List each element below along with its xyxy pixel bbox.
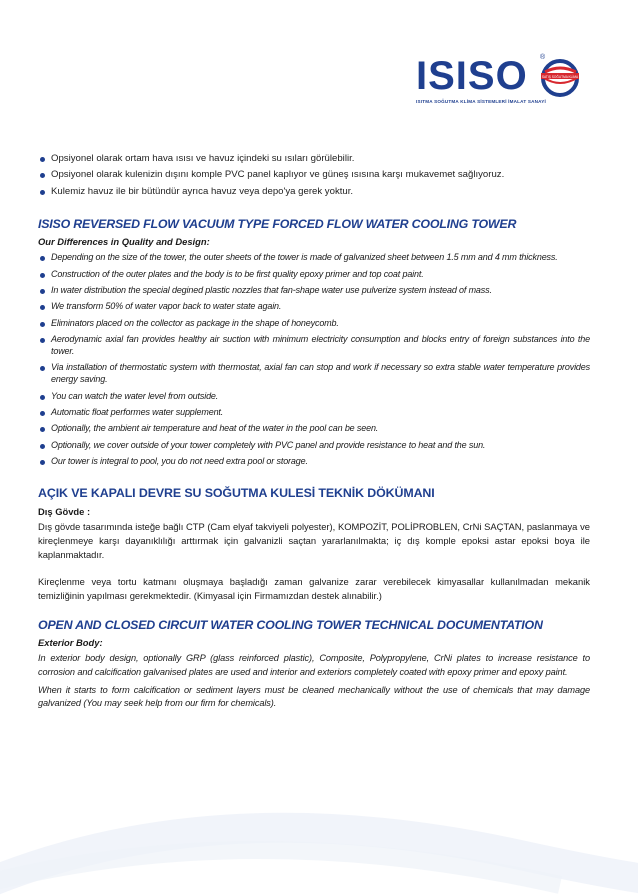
decorative-wave-graphic xyxy=(0,685,638,895)
feature-bullet: Construction of the outer plates and the body is to be first quality epoxy primer and top coat paint. xyxy=(38,269,590,281)
feature-bullet: In water distribution the special degined plastic nozzles that fan-shape water use pulverize system instead of mass. xyxy=(38,285,590,297)
section-subtitle-dis-govde: Dış Gövde : xyxy=(38,506,91,518)
section-subtitle-exterior-body: Exterior Body: xyxy=(38,637,103,649)
feature-bullet: Eliminators placed on the collector as package in the shape of honeycomb. xyxy=(38,318,590,330)
intro-bullet: Kulemiz havuz ile bir bütündür ayrıca havuz veya depo'ya gerek yoktur. xyxy=(38,185,590,200)
intro-bullet-list xyxy=(38,152,590,199)
feature-bullet: Aerodynamic axial fan provides healthy air suction with minimum electricity consumption and blocks entry of foreign substances into the tower. xyxy=(38,334,590,358)
feature-bullet: Via installation of thermostatic system with thermostat, axial fan can stop and work if necessary so extra stable water temperature provides energy saving. xyxy=(38,362,590,386)
registered-mark: ® xyxy=(540,54,546,61)
intro-bullet: Opsiyonel olarak ortam hava ısısı ve havuz içindeki su ısıları görülebilir. xyxy=(38,152,590,167)
feature-bullet: Optionally, we cover outside of your tower completely with PVC panel and provide resistance to heat and the sun. xyxy=(38,440,590,452)
paragraph-kirecelenme: Kireçlenme veya tortu katmanı oluşmaya başladığı zaman galvanize zarar verebilecek kimyasallar kullanılmadan mekanik temizliğinin yapılması gerekmektedir. (Kimyasal için Firmamızdan destek alınabilir.) xyxy=(38,576,590,602)
feature-bullet: Our tower is integral to pool, you do not need extra pool or storage. xyxy=(38,456,590,468)
feature-bullet: Depending on the size of the tower, the outer sheets of the tower is made of galvanized sheet between 1.5 mm and 4 mm thickness. xyxy=(38,252,590,264)
logo-tagline: ISITMA SOĞUTMA KLİMA SİSTEMLERİ İMALAT SANAYİ xyxy=(416,99,546,104)
section-title-open-closed: OPEN AND CLOSED CIRCUIT WATER COOLING TOWER TECHNICAL DOCUMENTATION xyxy=(38,618,543,633)
section-title-turkish-doc: AÇIK VE KAPALI DEVRE SU SOĞUTMA KULESİ TEKNİK DÖKÜMANI xyxy=(38,486,435,501)
paragraph-exterior-body: In exterior body design, optionally GRP (glass reinforced plastic), Composite, Polypropylene, CrNi plates to increase resistance to corrosion and calcification galvanised plates are used and interior and exteriors completely coated with epoxy primer and epoxy paint. xyxy=(38,653,590,678)
section-subtitle-differences: Our Differences in Quality and Design: xyxy=(38,236,210,248)
paragraph-dis-govde: Dış gövde tasarımında isteğe bağlı CTP (Cam elyaf takviyeli polyester), KOMPOZİT, POLİPROBLEN, CrNi SAÇTAN, paslanmaya ve kireçlenmeye karşı dayanıklılığı arttırmak için galvanizli saçtan yararlanılmakta; iç dış komple epoksi astar epoksi boya ile kaplanmaktadır. xyxy=(38,521,590,561)
globe-text: SATIŞ SOĞUTMA KLİMA xyxy=(541,74,579,79)
globe-logo-icon xyxy=(539,58,581,98)
feature-bullet: You can watch the water level from outside. xyxy=(38,391,590,403)
feature-bullet: Automatic float performes water supplement. xyxy=(38,407,590,419)
logo-wordmark: ISISO xyxy=(416,54,528,98)
intro-bullet: Opsiyonel olarak kulenizin dışını komple PVC panel kaplıyor ve güneş ısısına karşı mukavemet sağlıyoruz. xyxy=(38,168,590,183)
section-title-reversed-flow: ISISO REVERSED FLOW VACUUM TYPE FORCED FLOW WATER COOLING TOWER xyxy=(38,217,517,232)
feature-bullet: Optionally, the ambient air temperature and heat of the water in the pool can be seen. xyxy=(38,423,590,435)
paragraph-calcification: When it starts to form calcification or sediment layers must be cleaned mechanically without the use of chemicals that may damage galvanized (You may seek help from our firm for chemicals). xyxy=(38,684,590,709)
feature-bullet: We transform 50% of water vapor back to water state again. xyxy=(38,301,590,313)
document-body xyxy=(38,152,590,711)
company-logo xyxy=(412,52,582,112)
feature-bullet-list xyxy=(38,252,590,468)
